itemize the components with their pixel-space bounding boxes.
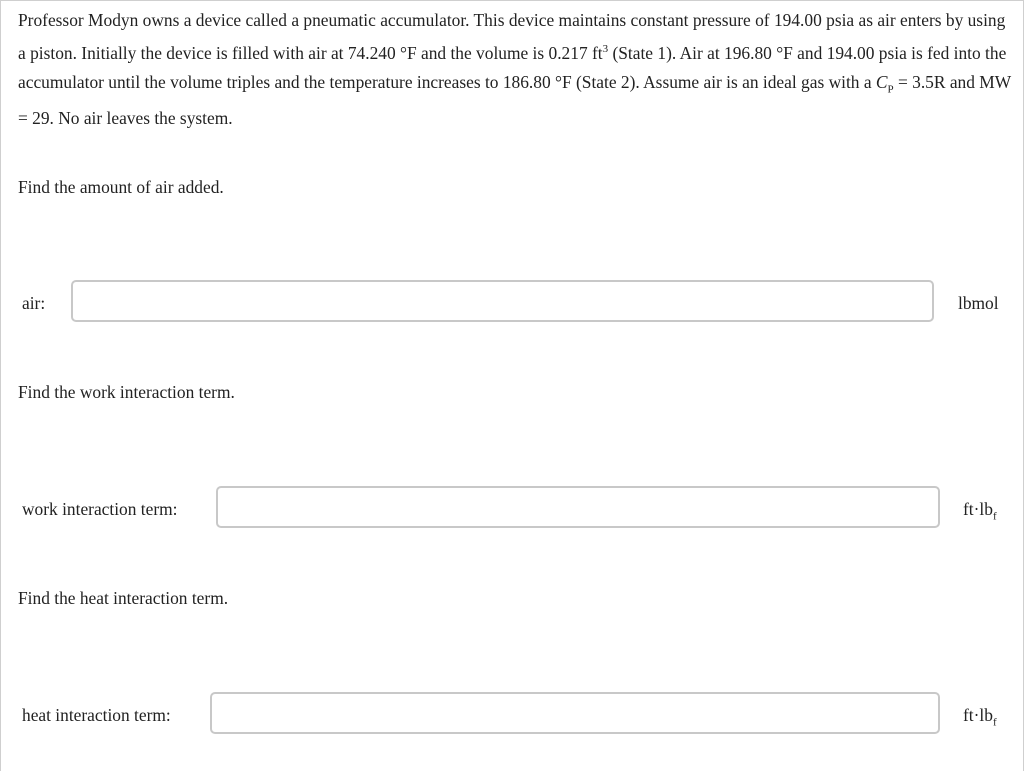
answer-row-heat: [0, 692, 1024, 738]
unit-work-text: ft·lb: [963, 499, 993, 519]
unit-air-text: lbmol: [958, 293, 999, 313]
heat-interaction-input[interactable]: [210, 692, 940, 734]
problem-statement: [18, 6, 1013, 133]
question-prompt-air: Find the amount of air added.: [18, 177, 224, 197]
answer-label-work: work interaction term:: [22, 499, 178, 519]
work-interaction-input[interactable]: [216, 486, 940, 528]
unit-air: [958, 292, 999, 321]
answer-row-work: [0, 486, 1024, 532]
problem-text-part1: Professor Modyn owns a device called a pneumatic accumulator. This device maintains constant pressure of 194.00 psia as air enters by using a piston. Initially the device is filled with air at 74.240 °F and the volume is 0.217 ft: [18, 10, 1006, 63]
unit-work: [963, 498, 997, 527]
answer-label-heat: heat interaction term:: [22, 705, 171, 725]
question-prompt-heat: Find the heat interaction term.: [18, 588, 229, 608]
cp-subscript: P: [887, 83, 894, 96]
answer-row-air: [0, 280, 1024, 326]
volume-exponent: 3: [602, 43, 609, 55]
unit-heat-text: ft·lb: [963, 705, 993, 725]
question-prompt-work: Find the work interaction term.: [18, 382, 235, 402]
unit-heat-subscript: f: [992, 716, 997, 729]
answer-label-air: air:: [22, 293, 46, 313]
cp-symbol: [875, 71, 894, 96]
problem-text-part2: (State 1). Air at 196.80 °F and 194.00 psia is fed into the accumulator until the volume triples and the temperature increases to 186.80 °F (State 2). Assume air is an ideal gas with a: [18, 42, 1007, 92]
problem-text-part3: = 3.5R and MW = 29. No air leaves the system.: [18, 71, 1011, 129]
unit-work-subscript: f: [992, 510, 997, 523]
unit-heat: [963, 704, 997, 733]
cp-letter: C: [875, 71, 888, 92]
air-input[interactable]: [71, 280, 934, 322]
